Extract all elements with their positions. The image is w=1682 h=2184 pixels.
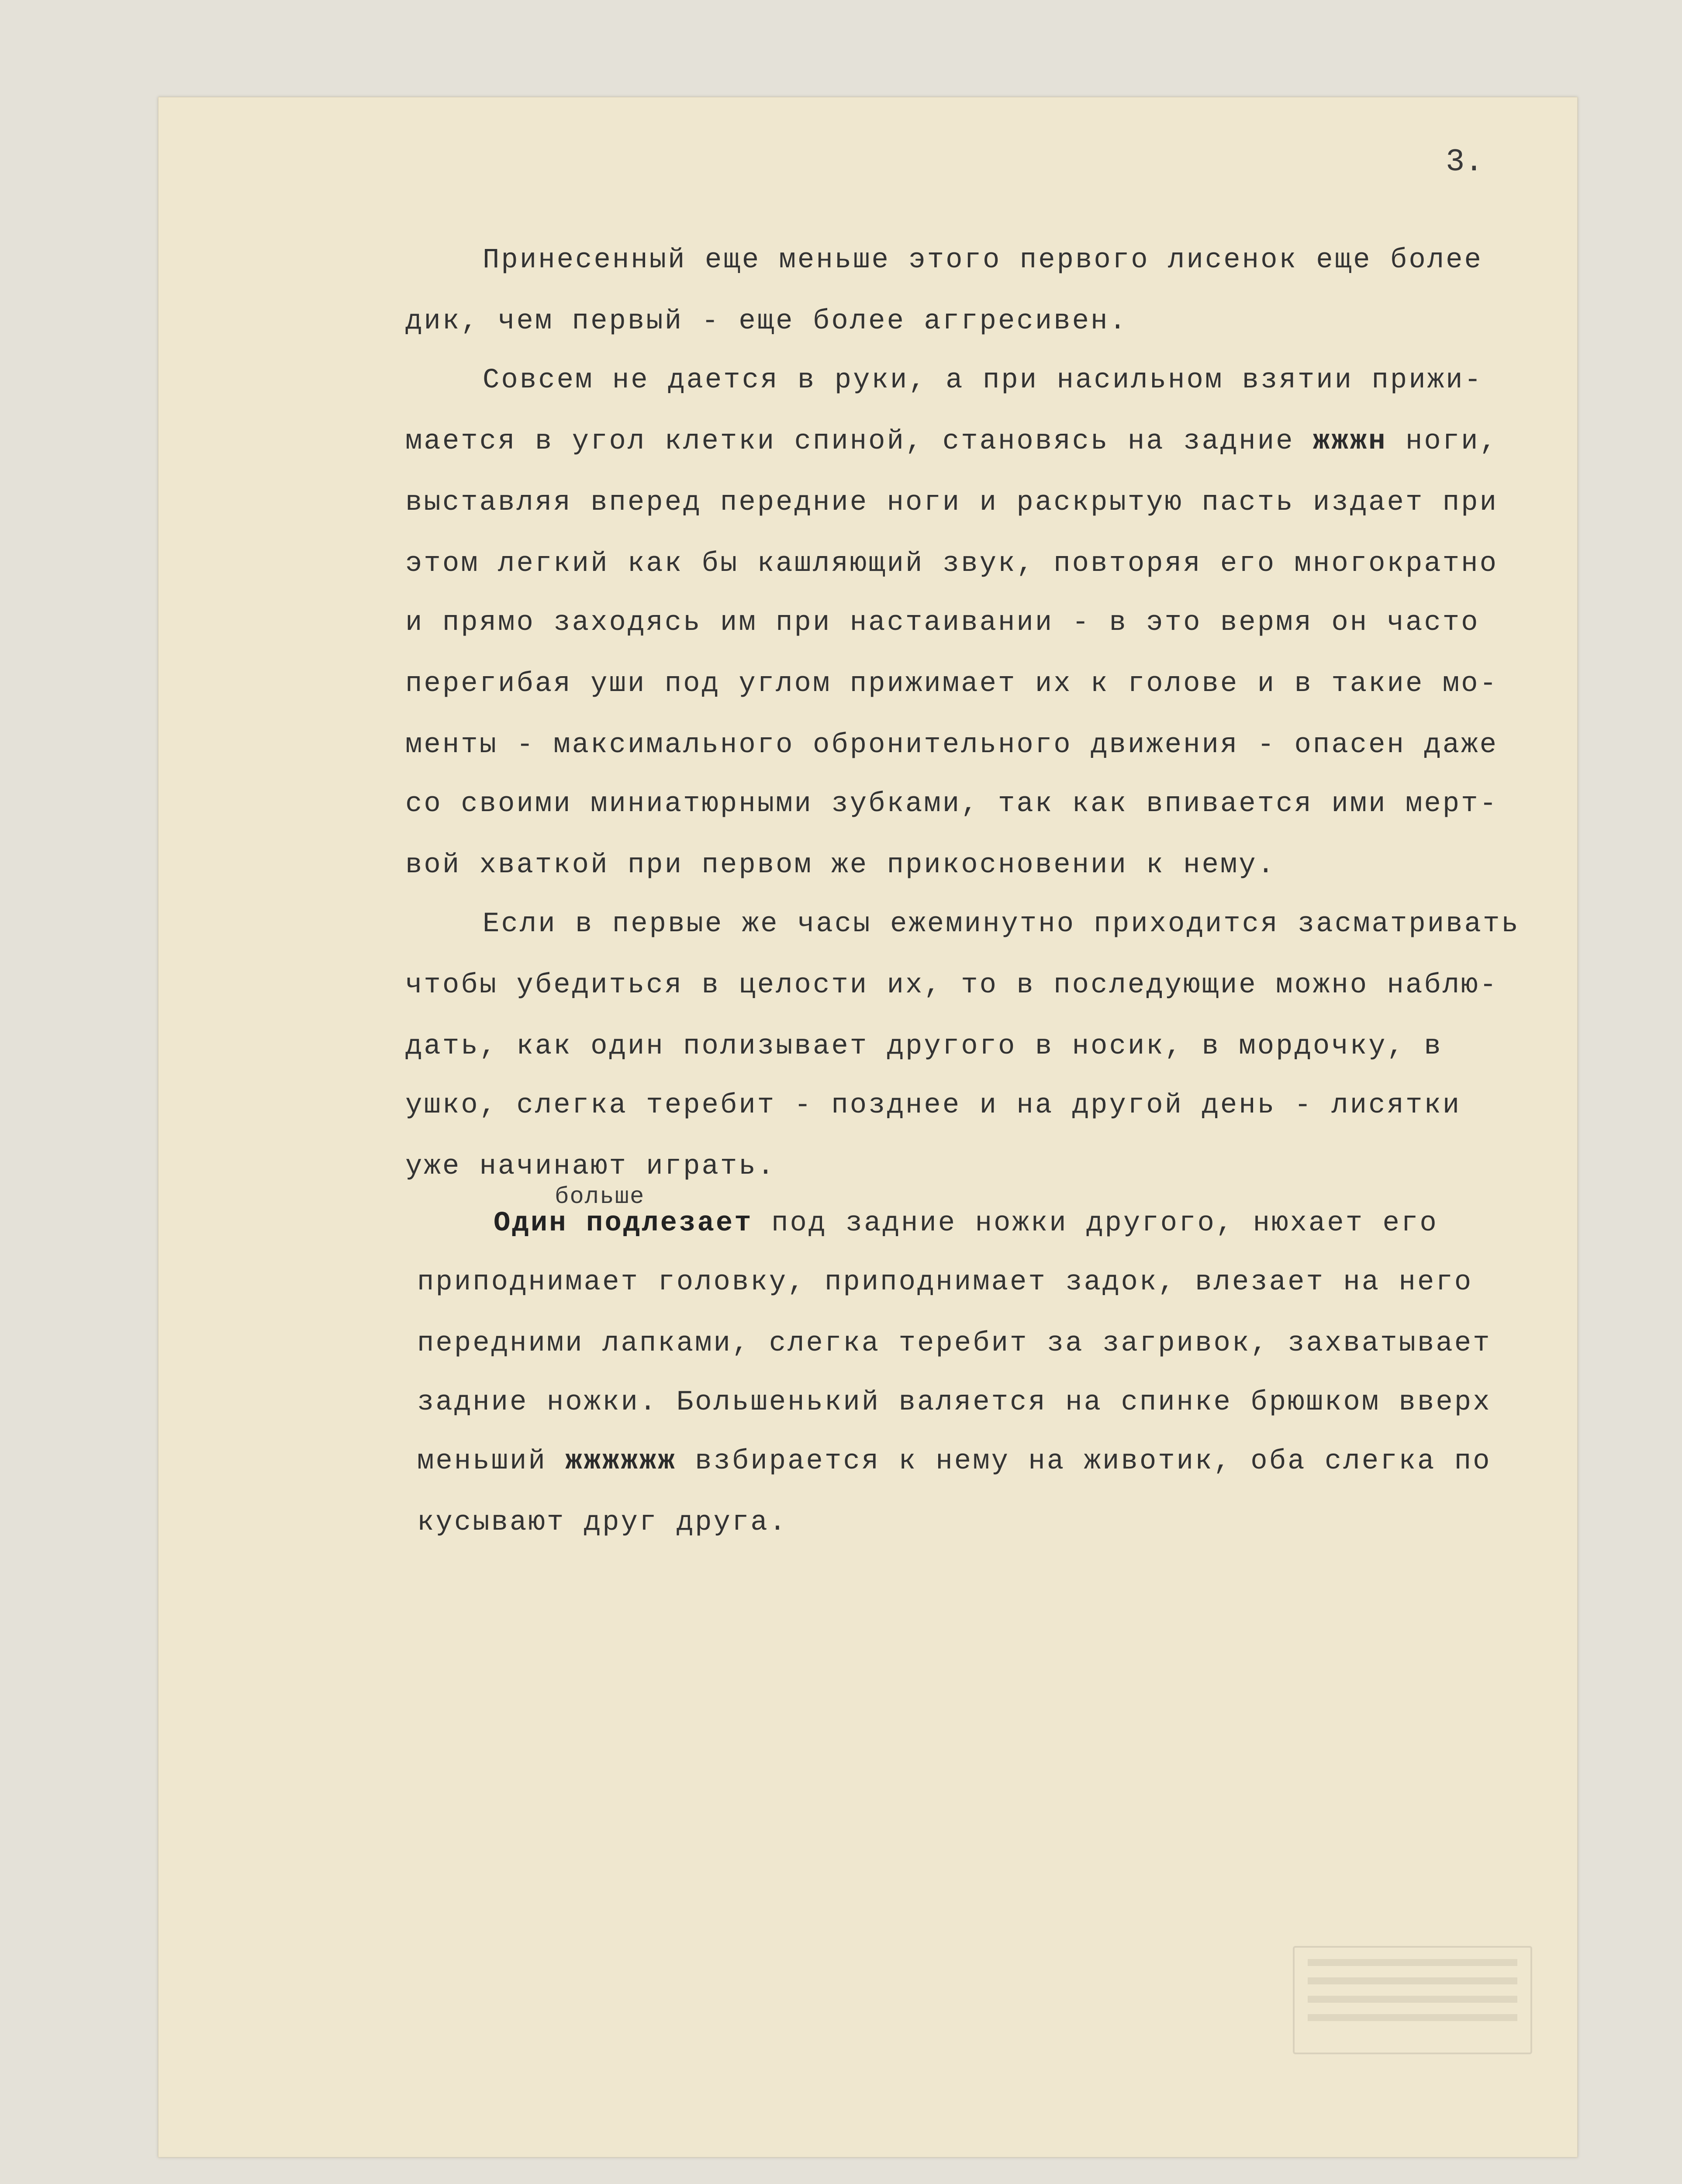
text-fragment: Один подлезает <box>494 1208 753 1239</box>
text-fragment: мается в угол клетки спиной, становясь на задние <box>405 426 1295 457</box>
text-line: выставляя вперед передние ноги и раскрытую пасть издает при <box>405 487 1498 518</box>
text-line: и прямо заходясь им при настаивании - в это вермя он часто <box>405 607 1480 639</box>
text-fragment: ноги, <box>1405 426 1498 457</box>
text-line: со своими миниатюрными зубками, так как впивается ими мерт- <box>405 788 1498 820</box>
text-line <box>494 1208 1438 1239</box>
page-number: 3. <box>1446 144 1484 180</box>
text-line: дик, чем первый - еще более аггресивен. <box>405 306 1128 337</box>
text-line: Принесенный еще меньше этого первого лисенок еще более <box>483 245 1483 276</box>
text-line: Если в первые же часы ежеминутно приходится засматривать <box>483 909 1520 940</box>
struck-out-word: жжжн <box>1312 426 1387 457</box>
text-line <box>405 426 1498 457</box>
text-line: чтобы убедиться в целости их, то в последующие можно наблю- <box>405 970 1498 1001</box>
text-fragment: взбирается к нему на животик, оба слегка по <box>695 1446 1492 1477</box>
text-fragment: под задние ножки другого, нюхает его <box>771 1208 1438 1239</box>
text-line: задние ножки. Большенький валяется на спинке брюшком вверх <box>417 1387 1492 1418</box>
text-line: менты - максимального обронительного движения - опасен даже <box>405 729 1498 761</box>
text-line: перегибая уши под углом прижимает их к голове и в такие мо- <box>405 668 1498 700</box>
text-line <box>417 1446 1492 1477</box>
text-line: вой хваткой при первом же прикосновении к нему. <box>405 850 1276 881</box>
text-line: уже начинают играть. <box>405 1151 776 1182</box>
document-page <box>158 97 1578 2157</box>
text-line: этом легкий как бы кашляющий звук, повторяя его многократно <box>405 548 1498 580</box>
struck-out-word: жжжжжж <box>565 1446 677 1477</box>
text-line: ушко, слегка теребит - позднее и на другой день - лисятки <box>405 1090 1461 1121</box>
archive-stamp <box>1293 1946 1532 2054</box>
text-line: передними лапками, слегка теребит за загривок, захватывает <box>417 1328 1492 1359</box>
text-line: Совсем не дается в руки, а при насильном взятии прижи- <box>483 365 1483 396</box>
text-line: кусывают друг друга. <box>417 1507 788 1538</box>
text-fragment: меньший <box>417 1446 547 1477</box>
text-line: приподнимает головку, приподнимает задок, влезает на него <box>417 1267 1473 1298</box>
text-line: дать, как один полизывает другого в носик, в мордочку, в <box>405 1031 1443 1062</box>
insertion-word: больше <box>555 1184 645 1210</box>
